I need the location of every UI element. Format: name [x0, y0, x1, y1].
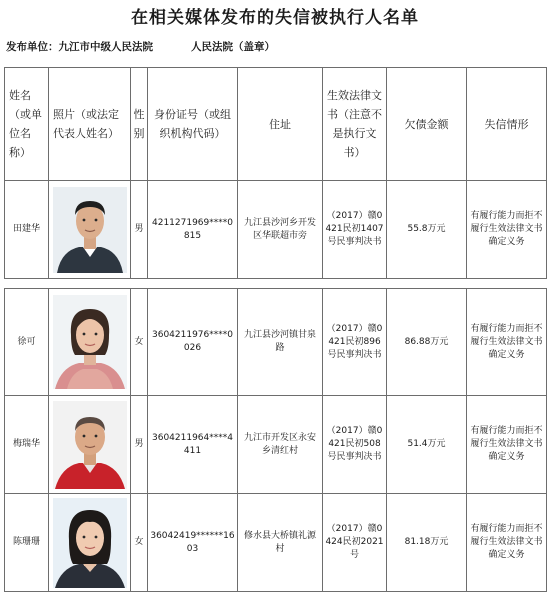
row-gender: 女 — [131, 494, 148, 592]
row-situation: 有履行能力而拒不履行生效法律文书确定义务 — [467, 289, 547, 396]
table-row — [5, 396, 547, 494]
row-document: （2017）赣0424民初2021号 — [323, 494, 387, 592]
row-photo-cell — [49, 494, 131, 592]
row-document: （2017）赣0421民初1407号民事判决书 — [323, 181, 387, 279]
male-portrait-icon — [53, 401, 127, 489]
row-name: 梅瑞华 — [5, 396, 49, 494]
row-address: 九江县沙河镇甘泉路 — [238, 289, 323, 396]
row-photo-cell — [49, 181, 131, 279]
row-amount: 86.88万元 — [387, 289, 467, 396]
row-situation: 有履行能力而拒不履行生效法律文书确定义务 — [467, 494, 547, 592]
row-address: 修水县大桥镇礼源村 — [238, 494, 323, 592]
row-document: （2017）赣0421民初896号民事判决书 — [323, 289, 387, 396]
table-header-row — [5, 68, 547, 181]
row-name: 陈珊珊 — [5, 494, 49, 592]
row-id: 3604211964****4411 — [148, 396, 238, 494]
debtor-table-page-2 — [4, 288, 547, 592]
header-document: 生效法律文书（注意不是执行文书） — [323, 68, 387, 181]
row-name: 田建华 — [5, 181, 49, 279]
row-id: 3604211976****0026 — [148, 289, 238, 396]
male-portrait-icon — [53, 187, 127, 273]
row-gender: 男 — [131, 181, 148, 279]
row-id: 4211271969****0815 — [148, 181, 238, 279]
row-situation: 有履行能力而拒不履行生效法律文书确定义务 — [467, 396, 547, 494]
row-name: 徐可 — [5, 289, 49, 396]
header-id: 身份证号（或组织机构代码） — [148, 68, 238, 181]
header-gender: 性别 — [131, 68, 148, 181]
female-portrait-icon — [53, 498, 127, 588]
row-document: （2017）赣0421民初508号民事判决书 — [323, 396, 387, 494]
publisher-label: 发布单位：九江市中级人民法院 — [6, 41, 153, 53]
row-amount: 81.18万元 — [387, 494, 467, 592]
row-photo-cell — [49, 396, 131, 494]
row-photo-cell — [49, 289, 131, 396]
row-gender: 女 — [131, 289, 148, 396]
page-title: 在相关媒体发布的失信被执行人名单 — [131, 8, 419, 28]
publisher-line — [6, 40, 275, 54]
table-row — [5, 181, 547, 279]
header-situation: 失信情形 — [467, 68, 547, 181]
row-address: 九江县沙河乡开发区华联超市旁 — [238, 181, 323, 279]
table-row — [5, 494, 547, 592]
row-amount: 55.8万元 — [387, 181, 467, 279]
row-address: 九江市开发区永安乡清红村 — [238, 396, 323, 494]
publisher-suffix: 人民法院（盖章） — [191, 41, 275, 53]
female-portrait-icon — [53, 295, 127, 389]
header-name: 姓名（或单位名称） — [5, 68, 49, 181]
row-gender: 男 — [131, 396, 148, 494]
row-id: 36042419******1603 — [148, 494, 238, 592]
header-photo: 照片（或法定代表人姓名） — [49, 68, 131, 181]
header-amount: 欠债金额 — [387, 68, 467, 181]
table-row — [5, 289, 547, 396]
header-address: 住址 — [238, 68, 323, 181]
debtor-table-page-1 — [4, 67, 547, 279]
row-situation: 有履行能力而拒不履行生效法律文书确定义务 — [467, 181, 547, 279]
row-amount: 51.4万元 — [387, 396, 467, 494]
